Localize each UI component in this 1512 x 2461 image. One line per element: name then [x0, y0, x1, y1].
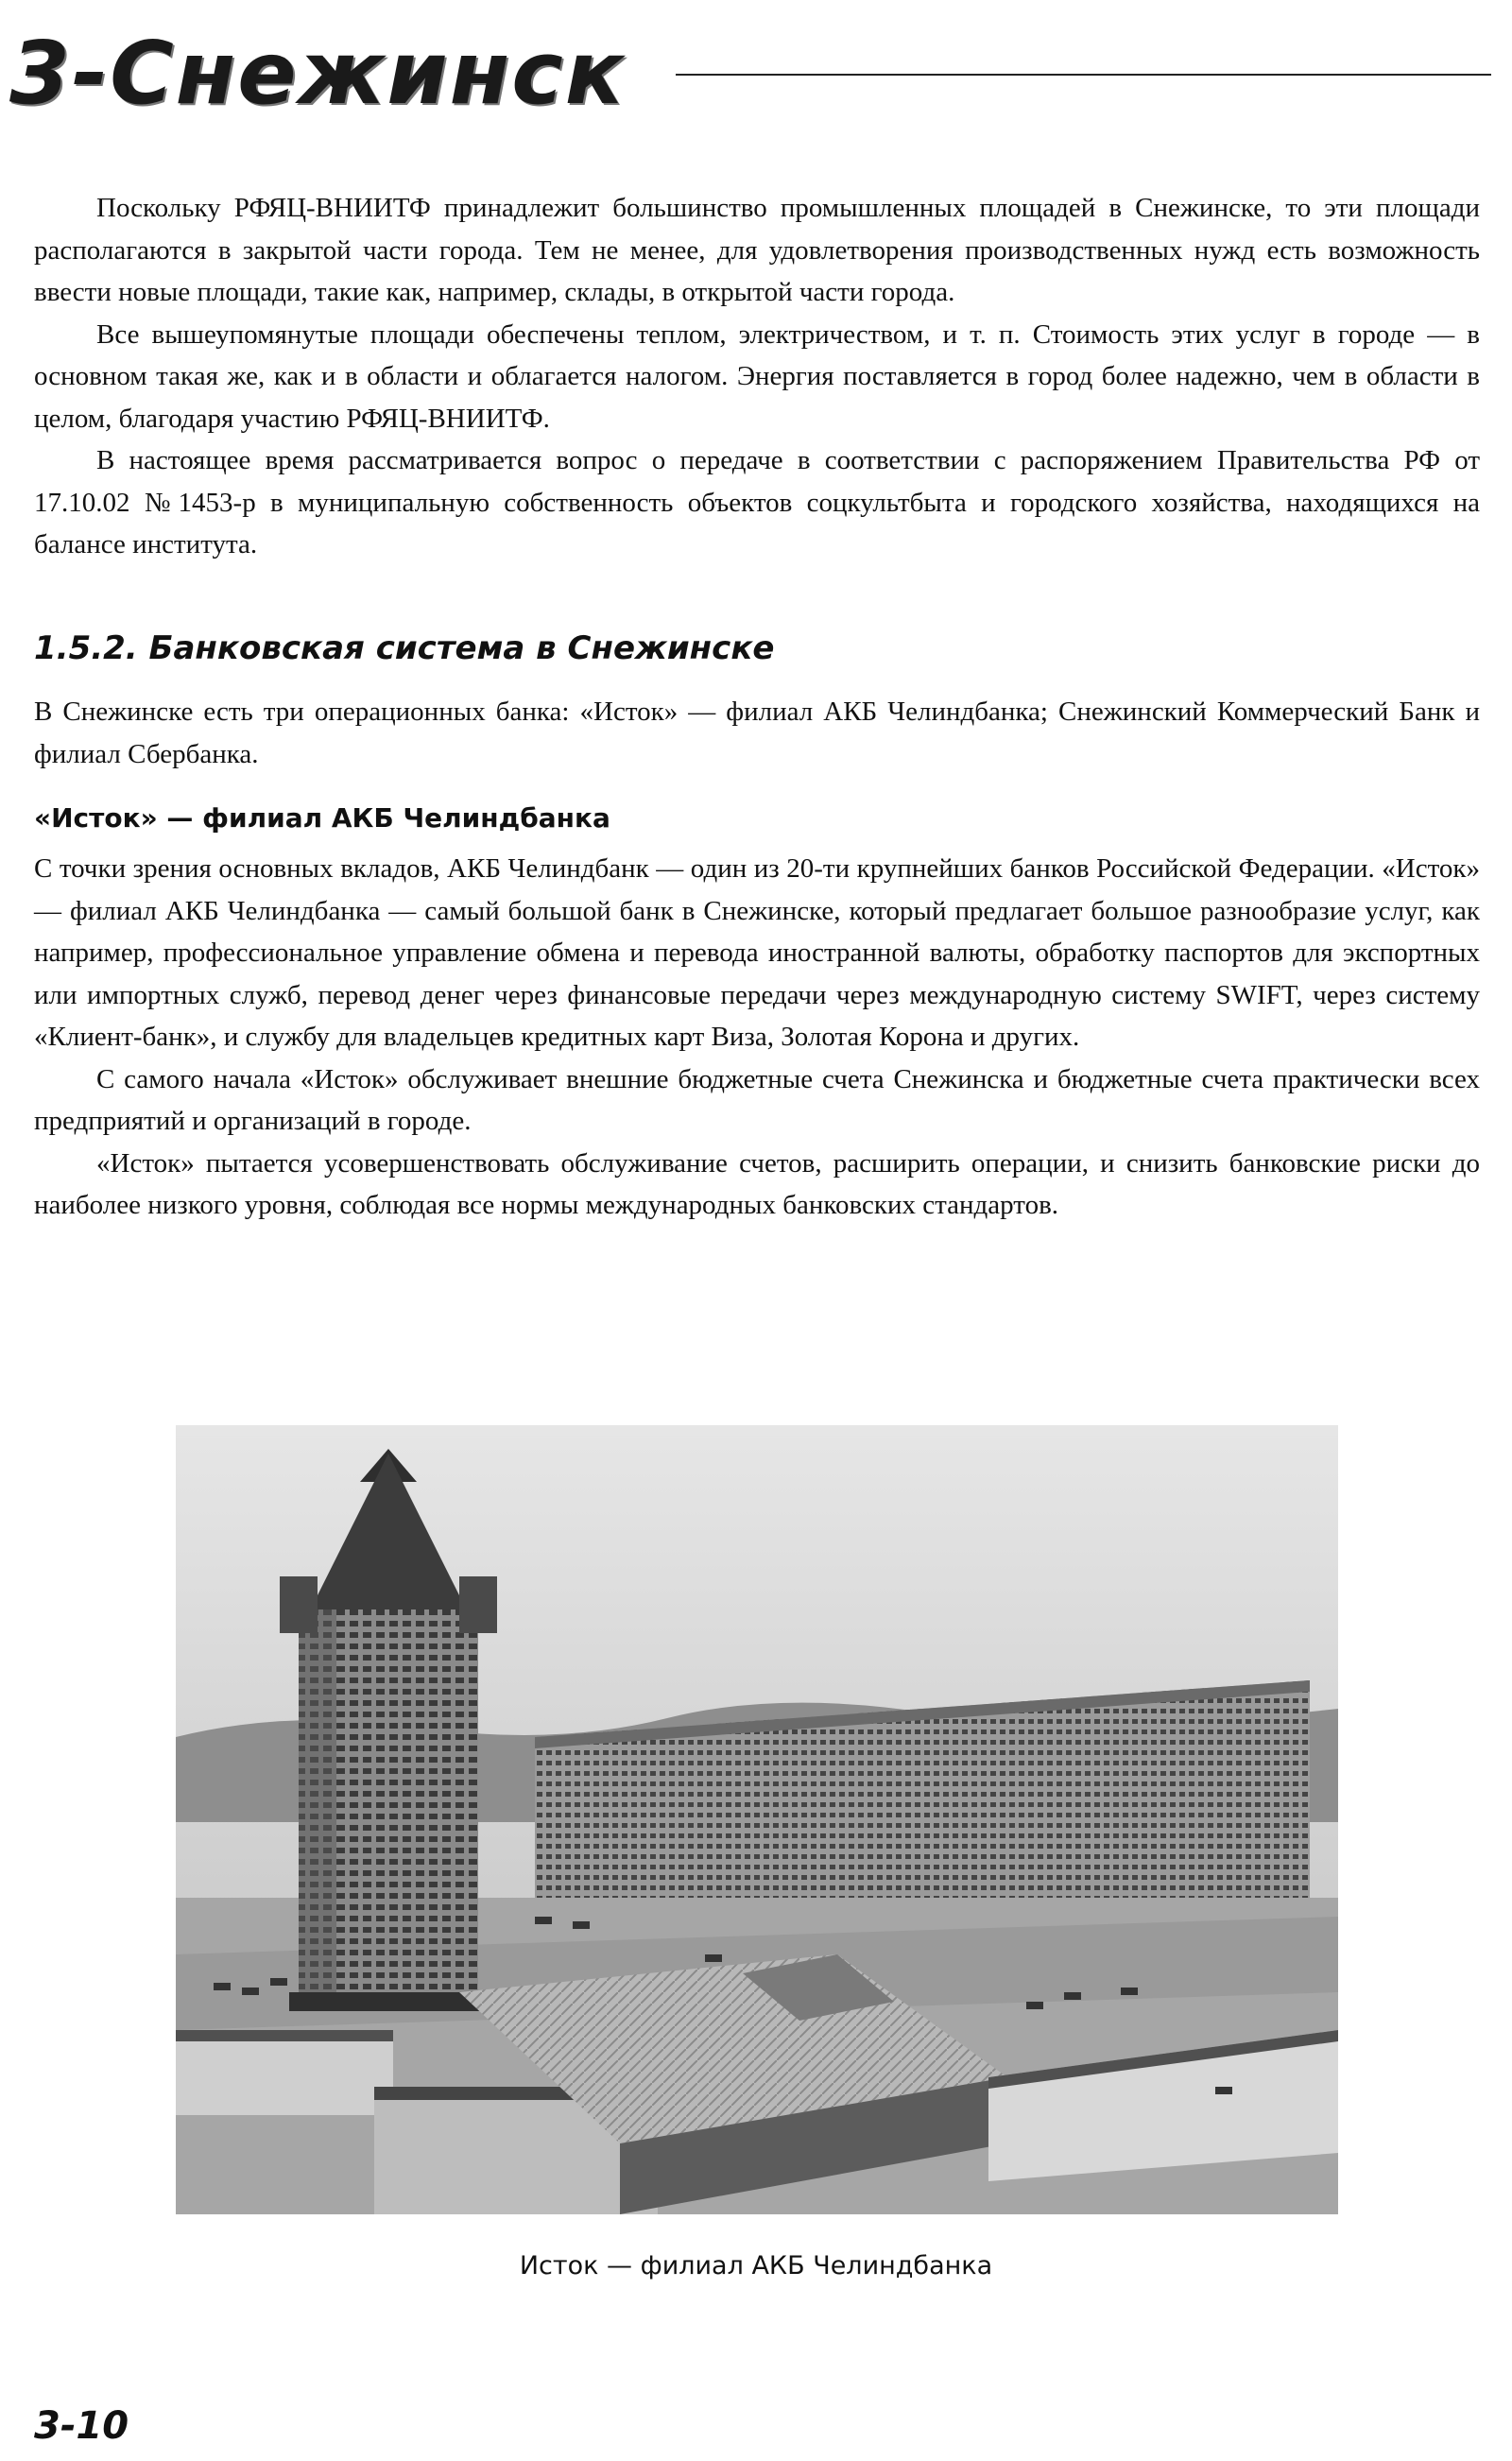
section-intro-text	[34, 691, 1480, 775]
intro-text	[34, 187, 1480, 566]
figure-caption: Исток — филиал АКБ Челиндбанка	[519, 2251, 993, 2280]
bank-building-photo	[176, 1425, 1338, 2214]
paragraph: С точки зрения основных вкладов, АКБ Челиндбанк — один из 20-ти крупнейших банков Российской Федерации. «Исток» — филиал АКБ Челиндбанка — самый большой банк в Снежинске, который предлагает большое разнообразие услуг, как например, профессиональное управление обмена и перевода иностранной валюты, обработку паспортов для экспортных или импортных служб, перевод денег через финансовые передачи через международную систему SWIFT, через систему «Клиент-банк», и службу для владельцев кредитных карт Виза, Золотая Корона и других.	[34, 853, 1480, 1052]
section-title: 1.5.2. Банковская система в Снежинске	[34, 629, 775, 667]
subsection-text	[34, 848, 1480, 1227]
subsection-title: «Исток» — филиал АКБ Челиндбанка	[34, 802, 610, 834]
paragraph: С самого начала «Исток» обслуживает внешние бюджетные счета Снежинска и бюджетные счета практически всех предприятий и организаций в городе.	[34, 1063, 1480, 1136]
paragraph: В Снежинске есть три операционных банка: «Исток» — филиал АКБ Челиндбанка; Снежинский Коммерческий Банк и филиал Сбербанка.	[34, 697, 1480, 769]
paragraph: Все вышеупомянутые площади обеспечены теплом, электричеством, и т. п. Стоимость этих услуг в городе — в основном такая же, как и в области и облагается налогом. Энергия поставляется в город более надежно, чем в области в целом, благодаря участию РФЯЦ-ВНИИТФ.	[34, 318, 1480, 434]
header-rule	[676, 74, 1491, 76]
paragraph: Поскольку РФЯЦ-ВНИИТФ принадлежит большинство промышленных площадей в Снежинске, то эти площади располагаются в закрытой части города. Тем не менее, для удовлетворения производственных нужд есть возможность ввести новые площади, такие как, например, склады, в открытой части города.	[34, 193, 1480, 307]
page-number: 3-10	[34, 2404, 129, 2448]
chapter-header	[0, 19, 1512, 132]
paragraph: «Исток» пытается усовершенствовать обслуживание счетов, расширить операции, и снизить банковские риски до наиболее низкого уровня, соблюдая все нормы международных банковских стандартов.	[34, 1147, 1480, 1220]
chapter-title: 3-Снежинск	[9, 23, 627, 124]
paragraph: В настоящее время рассматривается вопрос о передаче в соответствии с распоряжением Правительства РФ от 17.10.02 №1453-р в муниципальную собственность объектов соцкультбыта и городского хозяйства, находящихся на балансе института.	[34, 445, 1480, 559]
